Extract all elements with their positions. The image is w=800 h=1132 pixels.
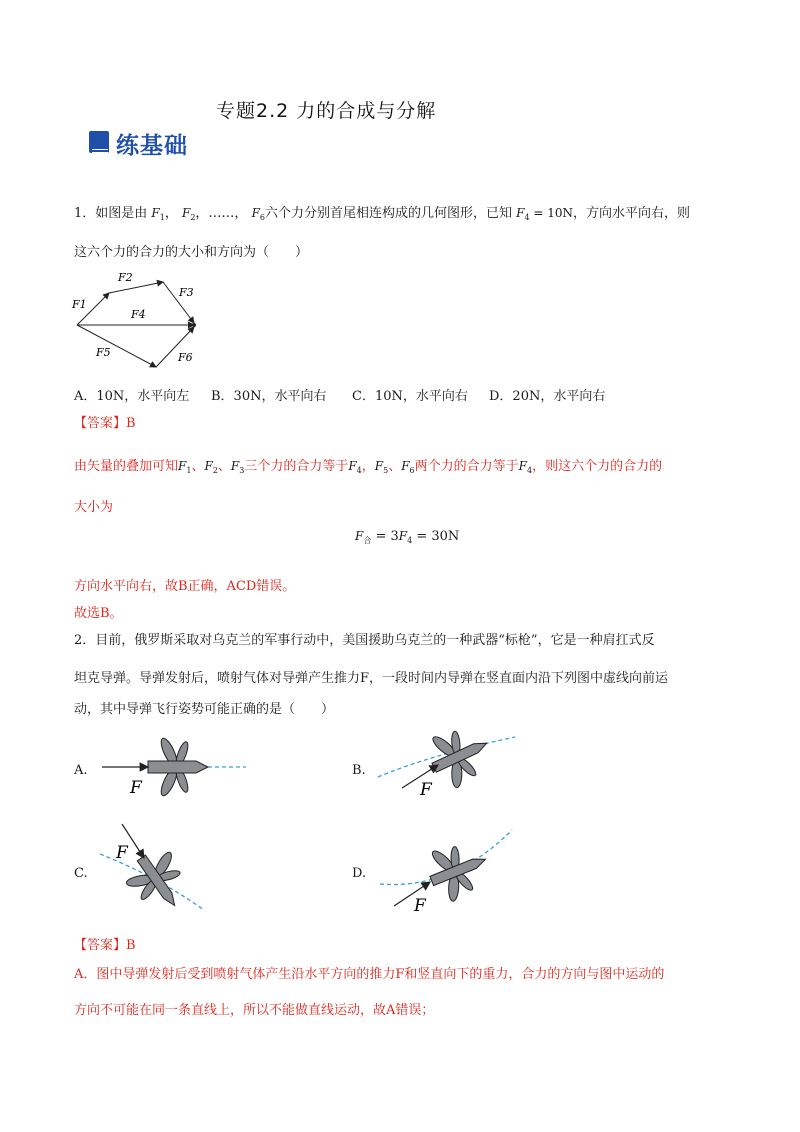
label-f6: F6 (178, 351, 193, 364)
q2-answer: 【答案】B (74, 938, 136, 953)
q1-sep: ， (164, 206, 178, 221)
q1-answer: 【答案】B (74, 416, 136, 431)
missile-figure-b (370, 725, 520, 805)
symbol-f6: $F_6$ (251, 206, 265, 222)
q1-text: 1．如图是由 (74, 206, 148, 221)
q1-explanation-line2: 大小为 (74, 500, 114, 515)
label-f4: F4 (131, 308, 146, 321)
missile-figure-c (96, 818, 216, 913)
missile-icon (148, 736, 208, 797)
missile-icon (118, 841, 198, 913)
missile-figure-a (96, 730, 256, 800)
banner-label: 练基础 (116, 132, 188, 159)
vector-f5 (77, 325, 156, 367)
q2-line3: 动，其中导弹飞行姿势可能正确的是（ ） (74, 702, 335, 717)
page-title: 专题2.2 力的合成与分解 (216, 100, 437, 122)
force-polygon-figure (66, 265, 216, 377)
missile-figure-d (372, 822, 522, 917)
q1-line1 (74, 204, 690, 227)
q2-option-c-label: C. (74, 866, 88, 881)
q1-text: ，方向水平向右，则 (573, 206, 691, 221)
q1-explanation-line1: 由矢量的叠加可知$F_1$、$F_2$、$F_3$三个力的合力等于$F_4$，$F_5$、$F_6$两个力的合力等于$F_4$，则这六个力的合力的 (74, 459, 663, 475)
q2-explanation-line2: 方向不可能在同一条直线上，所以不能做直线运动，故A错误； (74, 1003, 435, 1018)
q2-option-a-label: A. (74, 763, 88, 778)
force-label-b: F (420, 780, 432, 800)
symbol-f2: $F_2$ (182, 206, 196, 222)
symbol-f1: $F_1$ (151, 206, 165, 222)
force-label-c: F (116, 843, 128, 863)
q1-line2: 这六个力的合力的大小和方向为（ ） (74, 245, 309, 260)
q1-text: 六个力分别首尾相连构成的几何图形，已知 (265, 206, 513, 221)
q1-option-d: D．20N，水平向右 (489, 389, 606, 404)
q1-option-c: C．10N，水平向右 (352, 389, 468, 404)
section-banner (88, 127, 188, 159)
given-f4: $F_4 = 10N$ (516, 206, 574, 222)
q1-option-b: B．30N，水平向右 (211, 389, 327, 404)
q1-explanation-line3: 方向水平向右，故B正确，ACD错误。 (74, 579, 296, 594)
q2-line1: 2．目前，俄罗斯采取对乌克兰的军事行动中，美国援助乌克兰的一种武器“标枪”，它是一种肩扛式反 (74, 633, 655, 648)
missile-icon (422, 725, 500, 795)
q1-explanation-line4: 故选B。 (74, 606, 123, 621)
book-icon (88, 130, 110, 156)
q1-option-a: A．10N，水平向左 (74, 389, 190, 404)
q2-option-b-label: B. (352, 763, 366, 778)
label-f3: F3 (179, 286, 194, 299)
label-f2: F2 (118, 271, 133, 284)
label-f5: F5 (96, 346, 111, 359)
q2-line2: 坦克导弹。导弹发射后，喷射气体对导弹产生推力F，一段时间内导弹在竖直面内沿下列图中虚线向前运 (74, 671, 669, 686)
q1-formula: $F_合 = 3F_4 = 30N$ (355, 529, 460, 545)
q2-explanation-line1: A．图中导弹发射后受到喷射气体产生沿水平方向的推力F和竖直向下的重力，合力的方向与图中运动的 (74, 967, 665, 982)
force-label-d: F (414, 896, 426, 916)
force-label-a: F (130, 778, 142, 798)
q1-sep: ，……， (195, 206, 248, 221)
label-f1: F1 (72, 298, 87, 311)
missile-icon (421, 833, 496, 908)
q2-option-d-label: D. (352, 866, 367, 881)
